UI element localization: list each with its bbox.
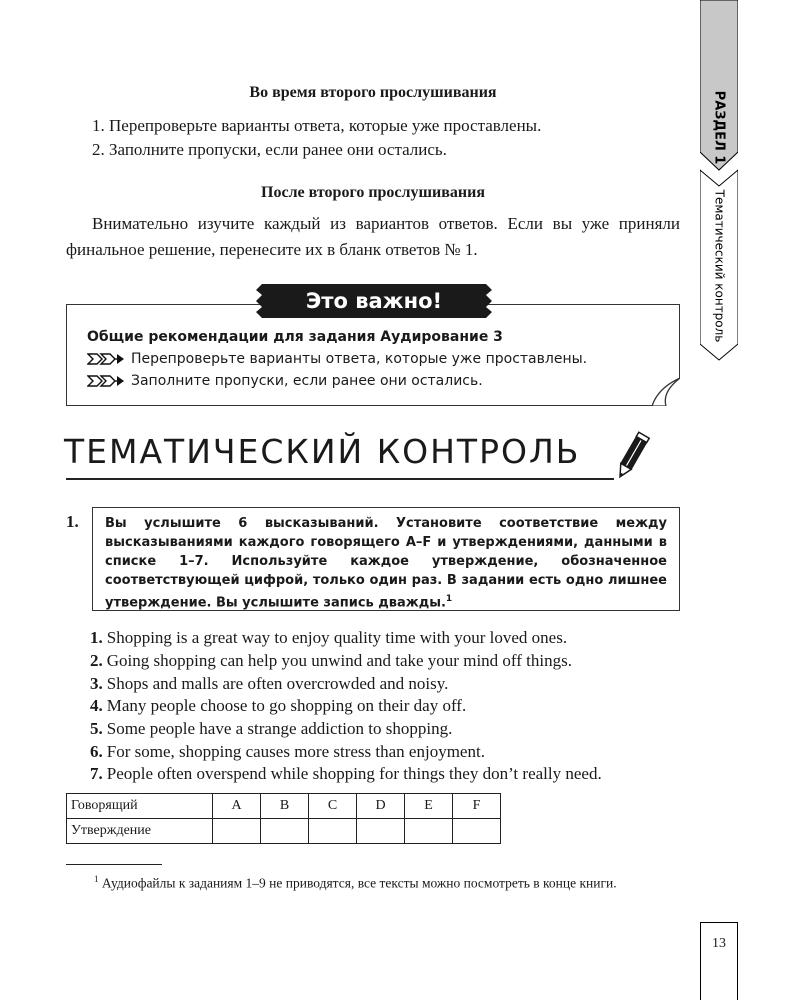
answer-table-header-row <box>67 794 501 819</box>
statement-number: 2. <box>90 651 103 670</box>
statement-row-label: Утверждение <box>67 819 213 844</box>
answer-cell-f[interactable] <box>453 819 501 844</box>
statement-text: For some, shopping causes more stress than enjoyment. <box>106 742 485 761</box>
speaker-column-f: F <box>453 794 501 819</box>
answer-table-answer-row <box>67 819 501 844</box>
page-number: 13 <box>712 936 726 951</box>
double-arrow-icon <box>87 374 125 388</box>
recommendations-heading: Общие рекомендации для задания Аудирование 3 <box>87 329 503 345</box>
side-tab-section-label: РАЗДЕЛ 1 <box>711 90 727 164</box>
recommendation-item <box>87 351 587 367</box>
statement-item <box>90 719 452 739</box>
task-instruction-box <box>92 507 680 611</box>
statement-number: 4. <box>90 696 103 715</box>
side-tab-section <box>700 82 738 172</box>
task-instruction: Вы услышите 6 высказываний. Установите соответствие между высказываниями каждого говорящего А–F и утверждениями, данными в списке 1–7. Используйте каждое утверждение, обозначенное соответствующей цифрой, только один раз. В задании есть одно лишнее утверждение. Вы услышите запись дважды. <box>105 516 667 611</box>
statement-item <box>90 651 572 671</box>
statement-number: 3. <box>90 674 103 693</box>
task-number: 1. <box>66 512 79 531</box>
footnote-reference: 1 <box>445 594 453 604</box>
page-curl-icon <box>652 378 680 406</box>
thematic-control-title: ТЕМАТИЧЕСКИЙ КОНТРОЛЬ <box>64 432 581 471</box>
footnote-rule <box>66 864 162 865</box>
speaker-column-d: D <box>357 794 405 819</box>
statement-text: Many people choose to go shopping on their day off. <box>106 696 467 715</box>
statement-text: Shopping is a great way to enjoy quality time with your loved ones. <box>106 628 568 647</box>
after-listening-heading: После второго прослушивания <box>261 184 485 201</box>
pencil-icon <box>612 430 652 482</box>
speaker-column-e: E <box>405 794 453 819</box>
important-badge-label: Это важно! <box>305 289 443 313</box>
speaker-column-a: A <box>213 794 261 819</box>
statement-item <box>90 628 567 648</box>
statement-text: Some people have a strange addiction to shopping. <box>106 719 453 738</box>
footnote <box>66 870 680 893</box>
statement-item <box>90 674 448 694</box>
recommendation-text-2: Заполните пропуски, если ранее они остались. <box>131 373 483 389</box>
speaker-row-label: Говорящий <box>67 794 213 819</box>
speaker-column-b: B <box>261 794 309 819</box>
statement-item <box>90 764 602 784</box>
answer-cell-e[interactable] <box>405 819 453 844</box>
second-listening-heading: Во время второго прослушивания <box>249 84 497 101</box>
statement-item <box>90 742 485 762</box>
statement-item <box>90 696 466 716</box>
side-tab-topic-label: Тематический контроль <box>712 189 727 343</box>
after-listening-paragraph: Внимательно изучите каждый из вариантов ответов. Если вы уже приняли финальное решение, перенесите их в бланк ответов № 1. <box>66 214 680 259</box>
statement-number: 1. <box>90 628 103 647</box>
statement-number: 7. <box>90 764 103 783</box>
double-arrow-icon <box>87 352 125 366</box>
statement-text: Going shopping can help you unwind and take your mind off things. <box>106 651 572 670</box>
statement-text: Shops and malls are often overcrowded and noisy. <box>106 674 449 693</box>
answer-cell-b[interactable] <box>261 819 309 844</box>
second-listening-item-1: 1. Перепроверьте варианты ответа, которые уже проставлены. <box>92 116 542 135</box>
recommendation-item <box>87 373 483 389</box>
side-tab-topic <box>700 186 738 346</box>
second-listening-item-2: 2. Заполните пропуски, если ранее они остались. <box>92 140 447 159</box>
footnote-text: Аудиофайлы к заданиям 1–9 не приводятся, все тексты можно посмотреть в конце книги. <box>101 875 617 891</box>
side-tab <box>700 0 738 362</box>
answer-cell-a[interactable] <box>213 819 261 844</box>
speaker-column-c: C <box>309 794 357 819</box>
recommendation-text-1: Перепроверьте варианты ответа, которые уже проставлены. <box>131 351 588 367</box>
thematic-control-rule <box>66 478 614 480</box>
statement-number: 5. <box>90 719 103 738</box>
answer-table <box>66 793 501 844</box>
statement-number: 6. <box>90 742 103 761</box>
page-number-frame <box>700 922 738 1000</box>
answer-cell-c[interactable] <box>309 819 357 844</box>
answer-cell-d[interactable] <box>357 819 405 844</box>
statement-text: People often overspend while shopping for things they don’t really need. <box>106 764 602 783</box>
footnote-mark: 1 <box>94 874 99 884</box>
